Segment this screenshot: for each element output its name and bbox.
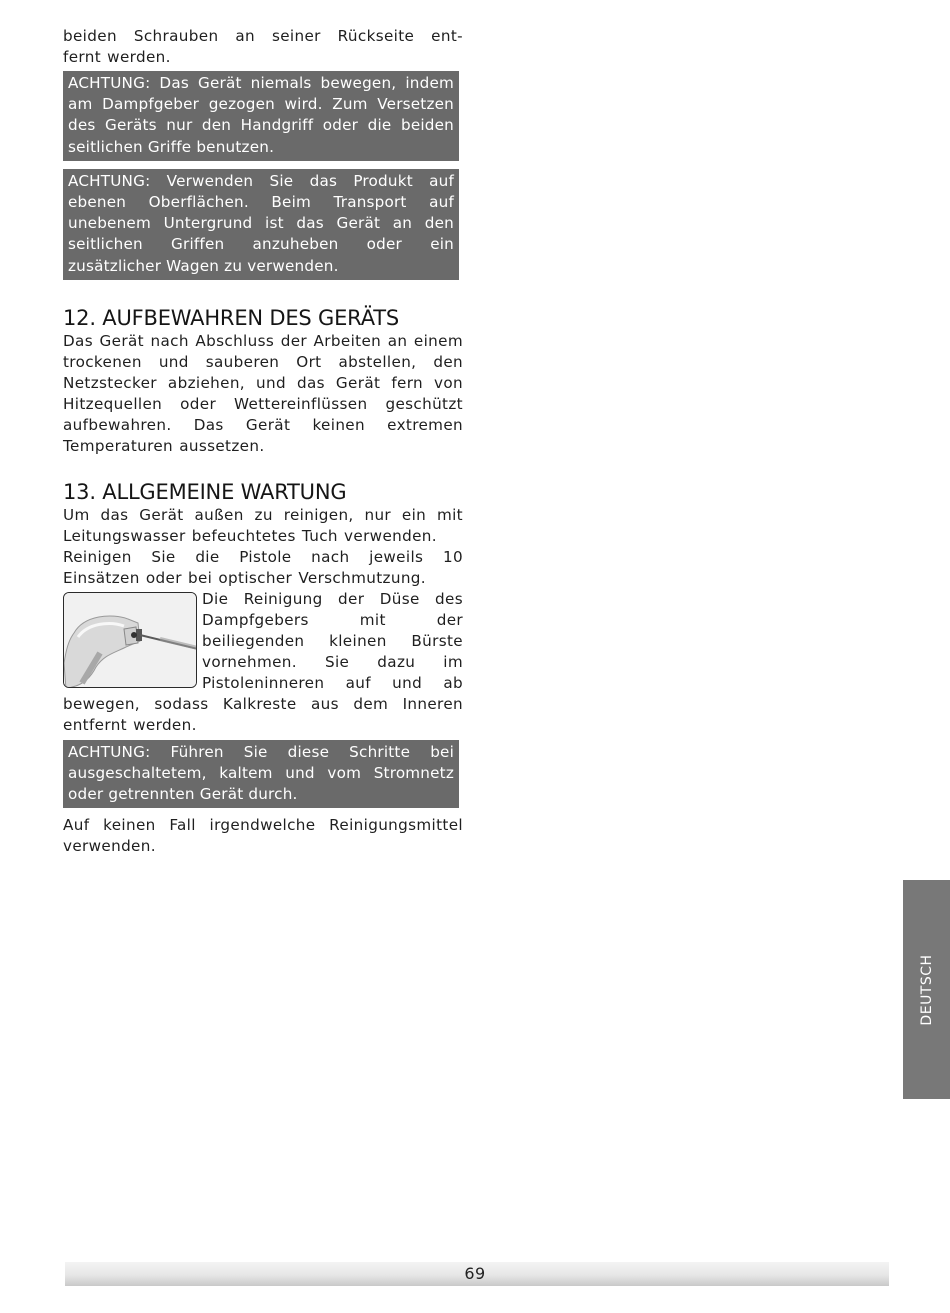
section-13-paragraph-2: Reinigen Sie die Pistole nach jeweils 10 Einsätzen oder bei optischer Verschmutzung. [63,547,463,587]
intro-line-1: beiden Schrauben an seiner Rückseite ent- [63,27,463,45]
section-12-heading: 12. AUFBEWAHREN DES GERÄTS [63,305,399,330]
intro-text [63,26,463,68]
section-13-heading: 13. ALLGEMEINE WARTUNG [63,479,347,504]
steam-gun-brush-illustration [64,593,197,688]
section-13-paragraph-4: Auf keinen Fall irgendwelche Reinigungsmittel verwenden. [63,816,463,856]
section-13-paragraph-1: Um das Gerät außen zu reinigen, nur ein mit Leitungswasser befeuchtetes Tuch verwenden. [63,505,463,545]
main-column [63,26,463,857]
section-13-paragraph-3: Die Reinigung der Düse des Dampfgebers mit der beiliegenden kleinen Bürste vornehmen. Sie dazu im Pistoleninneren auf und ab bewegen, sodass Kalkreste aus dem Inneren entfernt werden. [63,589,463,734]
intro-line-2: fernt werden. [63,48,171,66]
section-12-text: Das Gerät nach Abschluss der Arbeiten an einem trockenen und sauberen Ort abstellen, den Netzstecker abziehen, und das Gerät fern von Hitzequellen oder Wettereinflüssen geschützt aufbewahren. Das Gerät keinen extremen Temperaturen aussetzen. [63,331,463,455]
page-number: 69 [464,1264,486,1283]
brush-cleaning-image [63,592,197,688]
warning-power: ACHTUNG: Führen Sie diese Schritte bei ausgeschaltetem, kaltem und vom Stromnetz oder getrennten Gerät durch. [63,740,459,809]
language-label: DEUTSCH [918,953,935,1026]
warning-surface: ACHTUNG: Verwenden Sie das Produkt auf ebenen Oberflächen. Beim Transport auf unebenem Untergrund ist das Gerät an den seitlichen Griffen anzuheben oder ein zusätzlicher Wagen zu verwenden. [63,169,459,280]
nozzle-cleaning-block [63,589,463,736]
warning-move: ACHTUNG: Das Gerät niemals bewegen, indem am Dampfgeber gezogen wird. Zum Versetzen des Geräts nur den Handgriff oder die beiden seitlichen Griffe benutzen. [63,71,459,161]
language-side-tab [903,880,950,1099]
